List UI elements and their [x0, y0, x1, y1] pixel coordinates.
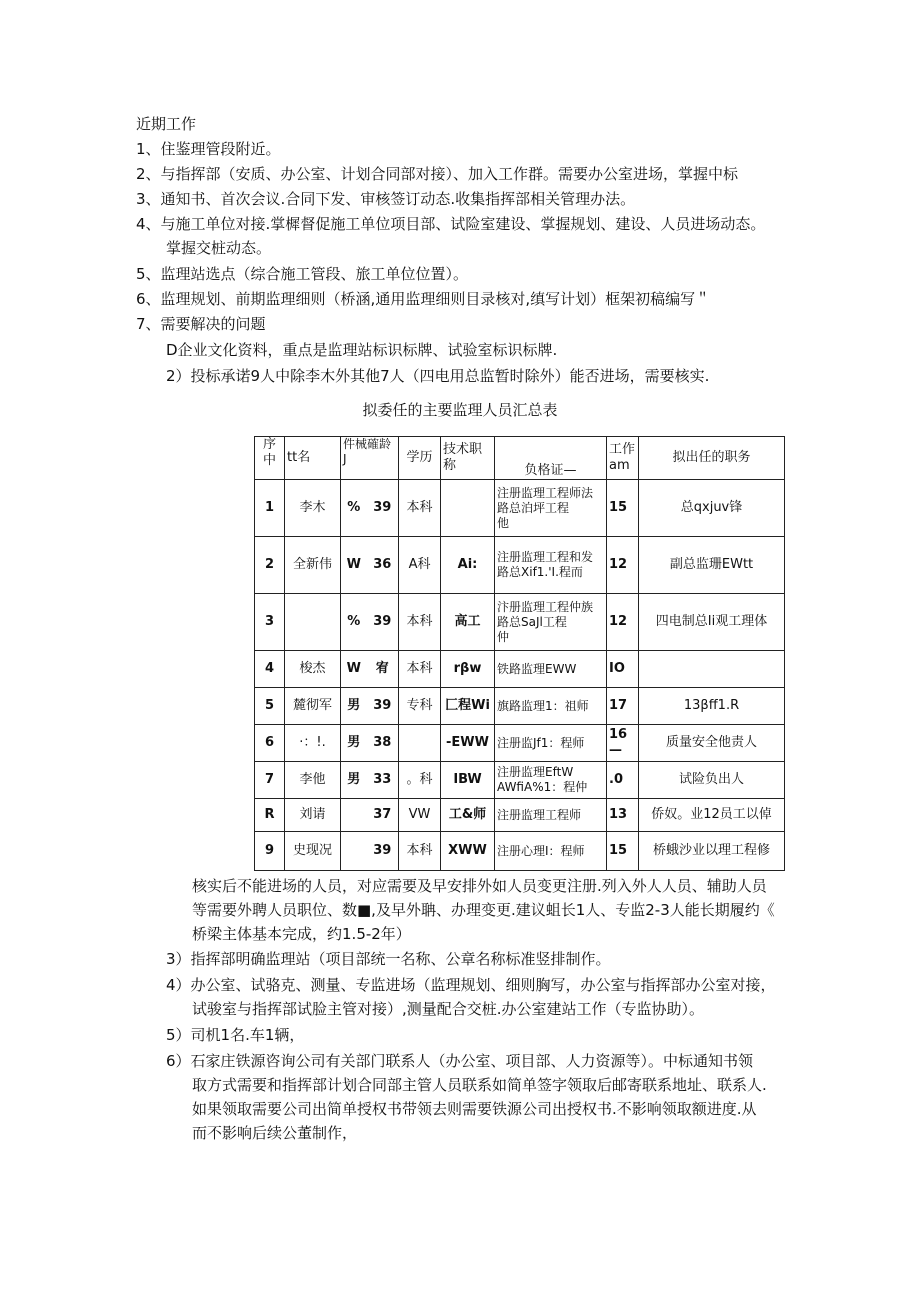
cell-seq: 2 — [255, 537, 285, 594]
bottom-3: 桥梁主体基本完成，约1.5-2年） — [192, 925, 411, 943]
cell-certificate: 旗路监理1：祖师 — [495, 688, 607, 725]
cell-seq: 9 — [255, 832, 285, 871]
cell-tech-title: rβw — [441, 651, 495, 688]
cell-name: ·：!. — [285, 725, 341, 762]
cell-tech-title: 工&师 — [441, 799, 495, 832]
cell-years: 13 — [607, 799, 639, 832]
cell-years: .0 — [607, 762, 639, 799]
bottom-1: 核实后不能进场的人员，对应需要及早安排外如人员变更注册.列入外人人员、辅助人员 — [192, 877, 767, 895]
cell-seq: 6 — [255, 725, 285, 762]
cell-age: 39 — [367, 480, 399, 537]
cell-years: 15 — [607, 832, 639, 871]
header-gender-age: 件械確龄 J — [341, 437, 399, 480]
table-row — [255, 594, 785, 651]
cell-gender — [341, 799, 367, 832]
page-heading: 近期工作 — [136, 115, 197, 133]
cell-position: 质量安全他责人 — [639, 725, 785, 762]
item-6: 6、监理规划、前期监理细则（桥涵,通用监理细则目录核对,缜写计划）框架初稿编写＂ — [136, 290, 711, 308]
cell-tech-title: XWW — [441, 832, 495, 871]
header-tech-title: 技术职 称 — [441, 437, 495, 480]
cell-position: 四电制总Ii观工理体 — [639, 594, 785, 651]
cell-certificate: 注册监Jf1：程师 — [495, 725, 607, 762]
bottom-8: 6）石家庄铁源咨询公司有关部门联系人（办公室、项目部、人力资源等）。中标通知书领 — [166, 1052, 754, 1070]
header-position: 拟出任的职务 — [639, 437, 785, 480]
item-5: 5、监理站选点（综合施工管段、旅工单位位置）。 — [136, 265, 469, 283]
cell-gender: W — [341, 651, 367, 688]
item-1: 1、住鉴理管段附近。 — [136, 140, 281, 158]
bottom-7: 5）司机1名.车1辆， — [166, 1026, 305, 1044]
cell-education: VW — [399, 799, 441, 832]
cell-position: 试险负出人 — [639, 762, 785, 799]
cell-name: 麓彻军 — [285, 688, 341, 725]
bottom-9: 取方式需要和指挥部计划合同部主管人员联系如简单签字领取后邮寄联系地址、联系人. — [192, 1076, 767, 1094]
cell-tech-title: 高工 — [441, 594, 495, 651]
cell-certificate: 注册监理工程和发 路总Xif1.'I.程而 — [495, 537, 607, 594]
cell-name — [285, 594, 341, 651]
header-years: 工作 am — [607, 437, 639, 480]
cell-education: 。科 — [399, 762, 441, 799]
item-4-cont: 掌握交桩动态。 — [166, 239, 272, 257]
cell-age: 宥 — [367, 651, 399, 688]
table-row — [255, 537, 785, 594]
header-seq: 序 中 — [255, 437, 285, 480]
cell-age: 36 — [367, 537, 399, 594]
cell-certificate: 注册心理I：程师 — [495, 832, 607, 871]
cell-age: 38 — [367, 725, 399, 762]
cell-education: 本科 — [399, 480, 441, 537]
table-row — [255, 480, 785, 537]
bottom-4: 3）指挥部明确监理站（项目部统一名称、公章名称标准竖排制作。 — [166, 950, 611, 968]
cell-age: 37 — [367, 799, 399, 832]
cell-years: 12 — [607, 594, 639, 651]
bottom-5: 4）办公室、试骆克、测量、专监进场（监理规划、细则胸写，办公室与指挥部办公室对接， — [166, 976, 776, 994]
table-row — [255, 725, 785, 762]
cell-seq: R — [255, 799, 285, 832]
item-7: 7、需要解决的问题 — [136, 315, 266, 333]
item-4: 4、与施工单位对接.掌樨督促施工单位项目部、试险室建设、掌握规划、建设、人员进场动态。 — [136, 215, 766, 233]
cell-gender: 男 — [341, 762, 367, 799]
cell-age: 39 — [367, 832, 399, 871]
item-7-1: D企业文化资料，重点是监理站标识标牌、试验室标识标牌. — [166, 341, 558, 359]
cell-years: 12 — [607, 537, 639, 594]
cell-education: 本科 — [399, 832, 441, 871]
cell-seq: 4 — [255, 651, 285, 688]
cell-gender: % — [341, 594, 367, 651]
table-title: 拟委任的主要监理人员汇总表 — [362, 401, 558, 419]
cell-years: 15 — [607, 480, 639, 537]
cell-certificate: 铁路监理EWW — [495, 651, 607, 688]
cell-position: 总qxjuv锋 — [639, 480, 785, 537]
cell-tech-title: -EWW — [441, 725, 495, 762]
cell-gender: 男 — [341, 688, 367, 725]
cell-position: 桥蛾沙业以理工程修 — [639, 832, 785, 871]
cell-years: 17 — [607, 688, 639, 725]
cell-certificate: 注册监理工程师法 路总泊坪工程 他 — [495, 480, 607, 537]
cell-gender: W — [341, 537, 367, 594]
cell-tech-title: Ai: — [441, 537, 495, 594]
cell-seq: 1 — [255, 480, 285, 537]
header-certificate: 负格证— — [495, 437, 607, 480]
bottom-10: 如果领取需要公司出简单授权书带领去则需要铁源公司出授权书.不影响领取额进度.从 — [192, 1100, 757, 1118]
cell-certificate: 注册监理EftW AWfiA%1：程仲 — [495, 762, 607, 799]
table-row — [255, 762, 785, 799]
table-row — [255, 832, 785, 871]
table-header-row — [255, 437, 785, 480]
cell-seq: 5 — [255, 688, 285, 725]
table-row — [255, 688, 785, 725]
cell-certificate: 注册监理工程师 — [495, 799, 607, 832]
cell-education: 本科 — [399, 651, 441, 688]
cell-name: 李他 — [285, 762, 341, 799]
item-7-2: 2）投标承诺9人中除李木外其他7人（四电用总监暂时除外）能否进场，需要核实. — [166, 367, 710, 385]
cell-name: 李木 — [285, 480, 341, 537]
cell-age: 33 — [367, 762, 399, 799]
cell-tech-title: 匚程Wi — [441, 688, 495, 725]
cell-years: IO — [607, 651, 639, 688]
cell-gender — [341, 832, 367, 871]
cell-name: 梭杰 — [285, 651, 341, 688]
table-row — [255, 799, 785, 832]
cell-age: 39 — [367, 594, 399, 651]
cell-position: 副总监珊EWtt — [639, 537, 785, 594]
table-row — [255, 651, 785, 688]
cell-gender: % — [341, 480, 367, 537]
cell-education: 专科 — [399, 688, 441, 725]
cell-seq: 3 — [255, 594, 285, 651]
staff-table — [254, 436, 785, 871]
item-3: 3、通知书、首次会议.合同下发、审核签订动态.收集指挥部相关管理办法。 — [136, 190, 636, 208]
cell-name: 史现况 — [285, 832, 341, 871]
cell-position — [639, 651, 785, 688]
header-education: 学历 — [399, 437, 441, 480]
cell-position: 侨奴。业12员工以倬 — [639, 799, 785, 832]
cell-tech-title: IBW — [441, 762, 495, 799]
bottom-6: 试骏室与指挥部试脸主管对接）,测量配合交桩.办公室建站工作（专监协助）。 — [192, 1000, 705, 1018]
cell-education — [399, 725, 441, 762]
cell-education: 本科 — [399, 594, 441, 651]
bottom-11: 而不影响后续公董制作， — [192, 1124, 358, 1142]
cell-position: 13βff1.R — [639, 688, 785, 725]
bottom-2: 等需要外聘人员职位、数■,及早外聃、办理变更.建议蛆长1人、专监2-3人能长期履约《 — [192, 901, 775, 919]
cell-years: 16 — — [607, 725, 639, 762]
cell-tech-title — [441, 480, 495, 537]
cell-seq: 7 — [255, 762, 285, 799]
cell-age: 39 — [367, 688, 399, 725]
item-2: 2、与指挥部（安质、办公室、计划合同部对接）、加入工作群。需要办公室进场，掌握中标 — [136, 165, 739, 183]
cell-name: 全新伟 — [285, 537, 341, 594]
header-name: tt名 — [285, 437, 341, 480]
cell-name: 刘请 — [285, 799, 341, 832]
cell-gender: 男 — [341, 725, 367, 762]
cell-education: A科 — [399, 537, 441, 594]
cell-certificate: 汴册监理工程仲族 路总SaJl工程 仲 — [495, 594, 607, 651]
